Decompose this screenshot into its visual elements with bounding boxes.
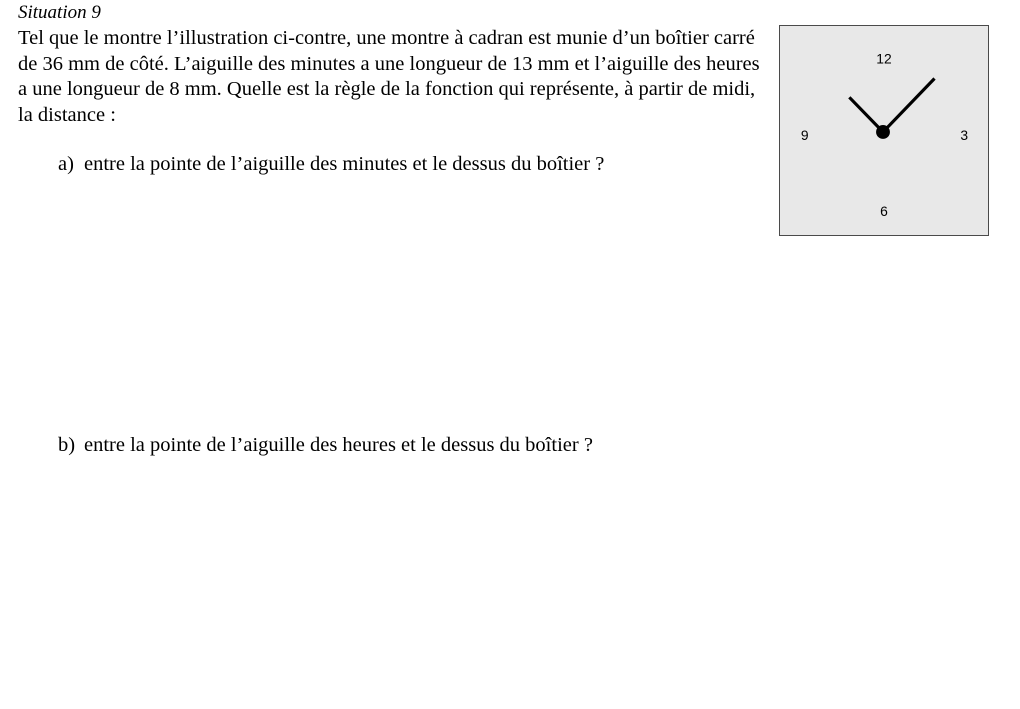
minute-hand [883,79,935,132]
clock-center-pin [876,125,890,139]
hour-hand [849,97,883,132]
clock-number-6: 6 [880,203,888,220]
question-b-text: entre la pointe de l’aiguille des heures et le dessus du boîtier ? [84,434,593,456]
situation-title: Situation 9 [18,2,101,23]
situation-paragraph: Tel que le montre l’illustration ci-contre, une montre à cadran est munie d’un boîtier carré de 36 mm de côté. L’aiguille des minutes a une longueur de 13 mm et l’aiguille des heures a une longueur de 8 mm. Quelle est la règle de la fonction qui représente, à partir de midi, la distance : [18,27,760,126]
question-b-marker: b) [58,434,76,456]
question-a-text: entre la pointe de l’aiguille des minutes et le dessus du boîtier ? [84,153,605,175]
clock-face-illustration [779,25,989,236]
clock-number-3: 3 [960,126,969,143]
clock-number-12: 12 [876,50,892,67]
question-b [58,433,593,459]
clock-number-9: 9 [800,126,809,143]
question-a-marker: a) [58,153,74,175]
question-a [58,152,604,178]
